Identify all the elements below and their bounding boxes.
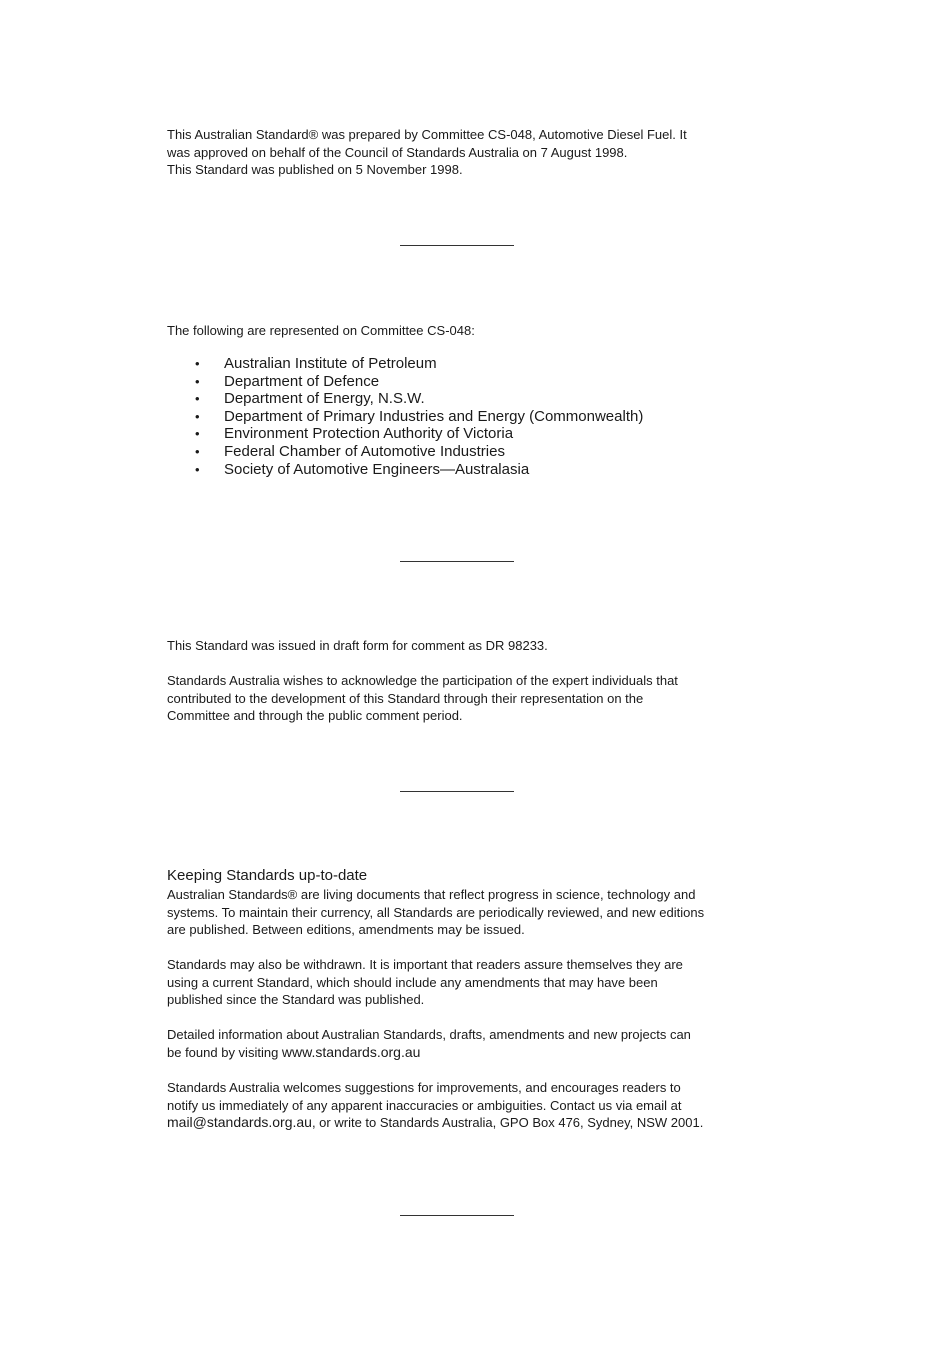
paragraph-living-documents — [167, 886, 767, 939]
list-item — [195, 461, 643, 479]
approval-line-2: was approved on behalf of the Council of Standards Australia on 7 August 1998. — [167, 144, 628, 160]
paragraph-line: Detailed information about Australian Standards, drafts, amendments and new projects can — [167, 1027, 691, 1042]
section-divider — [400, 1215, 514, 1216]
section-divider — [400, 791, 514, 792]
keeping-up-to-date-section — [167, 867, 767, 885]
paragraph-text: be found by visiting — [167, 1044, 282, 1060]
paragraph-line: notify us immediately of any apparent inaccuracies or ambiguities. Contact us via email at — [167, 1097, 682, 1113]
committee-members-list — [195, 355, 643, 478]
bullet-icon: • — [195, 391, 200, 407]
member-name: Federal Chamber of Automotive Industries — [224, 442, 505, 460]
draft-statement — [167, 637, 767, 655]
representation-intro: The following are represented on Committee CS-048: — [167, 323, 475, 338]
list-item — [195, 355, 643, 373]
acknowledgement-paragraph — [167, 672, 767, 725]
draft-issued: This Standard was issued in draft form for comment as DR 98233. — [167, 638, 548, 653]
bullet-icon: • — [195, 408, 200, 424]
paragraph-line: are published. Between editions, amendments may be issued. — [167, 922, 525, 938]
member-name: Department of Defence — [224, 372, 380, 390]
list-item — [195, 425, 643, 443]
paragraph-line: systems. To maintain their currency, all Standards are periodically reviewed, and new editions — [167, 904, 705, 920]
paragraph-line: Australian Standards® are living documents that reflect progress in science, technology and — [167, 887, 696, 902]
paragraph-line — [167, 1114, 767, 1132]
paragraph-line: Standards may also be withdrawn. It is important that readers assure themselves they are — [167, 957, 683, 972]
bullet-icon: • — [195, 426, 200, 442]
acknowledgement-line-1: Standards Australia wishes to acknowledge the participation of the expert individuals that — [167, 673, 678, 688]
section-heading: Keeping Standards up-to-date — [167, 867, 368, 884]
approval-statement — [167, 126, 767, 179]
paragraph-line: published since the Standard was published. — [167, 992, 425, 1008]
paragraph-text: , or write to Standards Australia, GPO Box 476, Sydney, NSW 2001. — [311, 1115, 704, 1131]
email-link[interactable]: mail@standards.org.au — [167, 1114, 312, 1131]
paragraph-line: using a current Standard, which should include any amendments that may have been — [167, 974, 658, 990]
paragraph-line: Standards Australia welcomes suggestions for improvements, and encourages readers to — [167, 1080, 681, 1095]
bullet-icon: • — [195, 443, 200, 459]
section-divider — [400, 561, 514, 562]
member-name: Department of Energy, N.S.W. — [224, 390, 425, 408]
approval-line-3: This Standard was published on 5 November 1998. — [167, 162, 463, 178]
paragraph-line — [167, 1044, 767, 1062]
section-divider — [400, 245, 514, 246]
member-name: Australian Institute of Petroleum — [224, 355, 437, 372]
bullet-icon: • — [195, 356, 200, 371]
paragraph-withdrawn — [167, 956, 767, 1009]
paragraph-suggestions — [167, 1079, 767, 1132]
paragraph-detailed-info — [167, 1026, 767, 1061]
bullet-icon: • — [195, 461, 200, 477]
list-item — [195, 373, 643, 391]
list-item — [195, 443, 643, 461]
member-name: Environment Protection Authority of Victoria — [224, 425, 514, 443]
approval-line-1: This Australian Standard® was prepared by Committee CS-048, Automotive Diesel Fuel. It — [167, 127, 687, 142]
member-name: Society of Automotive Engineers—Australasia — [224, 460, 530, 478]
representation-intro-block — [167, 322, 767, 340]
member-name: Department of Primary Industries and Energy (Commonwealth) — [224, 407, 644, 425]
bullet-icon: • — [195, 373, 200, 389]
acknowledgement-line-2: contributed to the development of this Standard through their representation on the — [167, 690, 644, 706]
list-item — [195, 408, 643, 426]
acknowledgement-line-3: Committee and through the public comment period. — [167, 708, 463, 724]
list-item — [195, 390, 643, 408]
website-link[interactable]: www.standards.org.au — [281, 1043, 421, 1060]
